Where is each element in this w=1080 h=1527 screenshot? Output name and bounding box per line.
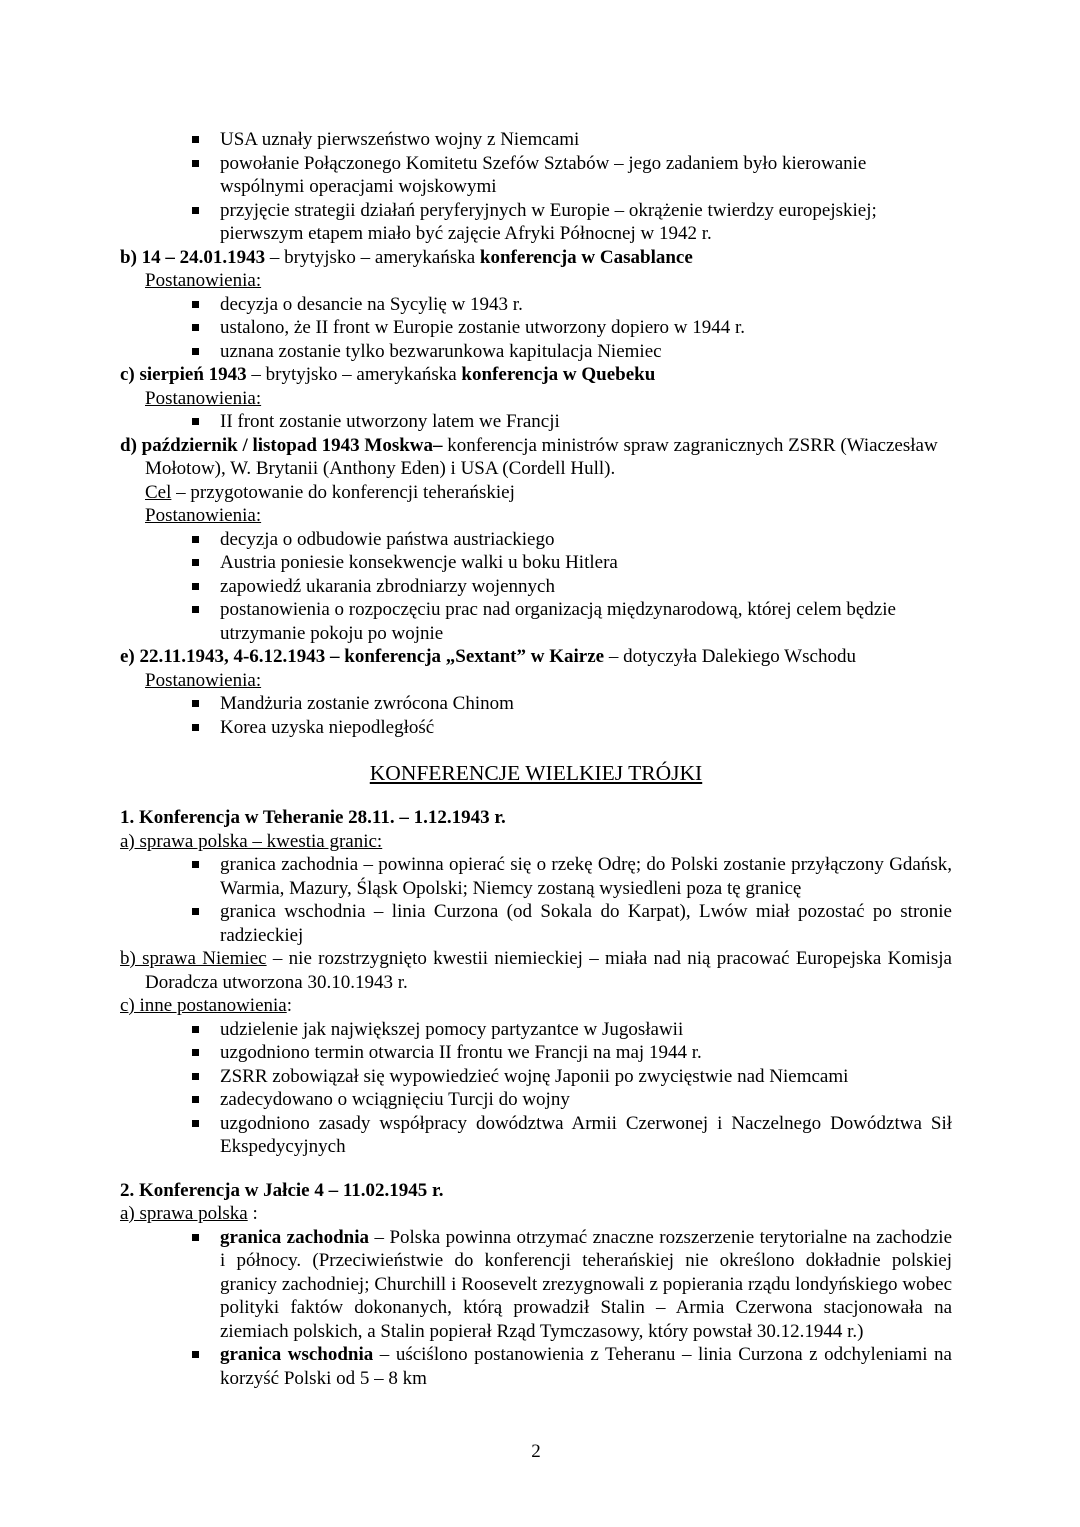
list-item-text: [220, 854, 952, 899]
text-run: – brytyjsko – amerykańska: [265, 246, 480, 268]
list-item-text: [220, 599, 896, 644]
text-run: zadecydowano o wciągnięciu Turcji do wojny: [220, 1089, 570, 1110]
square-bullet-icon: [192, 324, 199, 331]
underlined-text: Postanowienia:: [145, 669, 262, 691]
square-bullet-icon: [192, 724, 199, 731]
text-run: :: [247, 1203, 258, 1224]
text-run: – brytyjsko – amerykańska: [246, 364, 462, 385]
bold-text: 1. Konferencja w Teheranie 28.11. – 1.12.1943 r.: [120, 807, 506, 828]
list-item-text: [220, 1066, 848, 1087]
section-subheading: [120, 830, 952, 854]
list-item-text: [220, 1227, 952, 1342]
bold-text: b) 14 – 24.01.1943: [120, 246, 266, 268]
section-heading: [120, 760, 952, 787]
list-item-text: [220, 1113, 952, 1158]
bold-text: c) sierpień 1943: [120, 364, 247, 385]
square-bullet-icon: [192, 536, 199, 543]
text-run: uznana zostanie tylko bezwarunkowa kapitulacja Niemiec: [220, 340, 662, 362]
text-run: przyjęcie strategii działań peryferyjnych w Europie – okrążenie twierdzy europejskiej; pierwszym etapem miało być zajęcie Afryki Północnej w 1942 r.: [220, 199, 877, 244]
list-item: [120, 1343, 952, 1390]
text-run: – nie rozstrzygnięto kwestii niemieckiej – miała nad nią pracować Europejska Komisja Doradcza utworzona 30.10.1943 r.: [145, 948, 952, 993]
square-bullet-icon: [192, 861, 199, 868]
text-run: ustalono, że II front w Europie zostanie utworzony dopiero w 1944 r.: [220, 317, 746, 338]
square-bullet-icon: [192, 583, 199, 590]
square-bullet-icon: [192, 1096, 199, 1103]
list-item: [120, 716, 952, 740]
label-line: [145, 481, 952, 505]
label-line: [145, 269, 952, 293]
bullet-list: [120, 293, 952, 364]
text-run: II front zostanie utworzony latem we Francji: [220, 411, 560, 432]
square-bullet-icon: [192, 1049, 199, 1056]
section-item: [120, 434, 952, 481]
bullet-list: [120, 1226, 952, 1391]
section-item: [120, 645, 952, 669]
page-number: 2: [531, 1441, 541, 1462]
list-item: [120, 152, 952, 199]
square-bullet-icon: [192, 1073, 199, 1080]
list-item: [120, 528, 952, 552]
square-bullet-icon: [192, 301, 199, 308]
text-run: – uściślono postanowienia z Teheranu – linia Curzona z odchyleniami na korzyść Polski od 5 – 8 km: [220, 1344, 952, 1389]
list-item-text: [220, 153, 866, 198]
section-item: [120, 947, 952, 994]
label-line: [145, 504, 952, 528]
square-bullet-icon: [192, 1351, 199, 1358]
list-item: [120, 410, 952, 434]
list-item: [120, 1112, 952, 1159]
list-item-text: [220, 1019, 683, 1040]
document-body: [120, 128, 952, 1390]
square-bullet-icon: [192, 418, 199, 425]
text-run: powołanie Połączonego Komitetu Szefów Sztabów – jego zadaniem było kierowanie wspólnymi operacjami wojskowymi: [220, 152, 867, 197]
list-item-text: [220, 1344, 952, 1389]
square-bullet-icon: [192, 1120, 199, 1127]
text-run: – Polska powinna otrzymać znaczne rozszerzenie terytorialne na zachodzie i północy. (Przeciwieństwie do konferencji teherańskiej nie określono dokładnie polskiej granicy zachodniej; Churchill i Roosevelt zrezygnowali z popierania rządu londyńskiego wobec polityki faktów dokonanych, którą prowadził Stalin – Armia Czerwona stacjonowała na ziemiach polskich, a Stalin popierał Rząd Tymczasowy, który powstał 30.12.1944 r.): [220, 1226, 953, 1342]
bullet-list: [120, 1018, 952, 1159]
text-run: ZSRR zobowiązał się wypowiedzieć wojnę Japonii po zwycięstwie nad Niemcami: [220, 1065, 849, 1087]
square-bullet-icon: [192, 136, 199, 143]
list-item-text: [220, 717, 434, 738]
section-item: [120, 363, 952, 387]
text-run: uzgodniono termin otwarcia II frontu we Francji na maj 1944 r.: [220, 1042, 702, 1063]
text-run: – przygotowanie do konferencji teherańskiej: [171, 481, 515, 503]
underlined-text: KONFERENCJE WIELKIEJ TRÓJKI: [369, 761, 703, 785]
text-run: udzielenie jak największej pomocy partyzantce w Jugosławii: [220, 1018, 684, 1040]
bullet-list: [120, 853, 952, 947]
bold-text: granica wschodnia: [220, 1344, 374, 1365]
underlined-text: Postanowienia:: [145, 505, 262, 526]
list-item-text: [220, 200, 877, 245]
text-run: konferencja ministrów spraw zagranicznych ZSRR (Wiaczesław Mołotow), W. Brytanii (Anthony Eden) i USA (Cordell Hull).: [145, 434, 938, 479]
square-bullet-icon: [192, 348, 199, 355]
underlined-text: Postanowienia:: [145, 387, 262, 409]
bold-text: d) październik / listopad 1943 Moskwa–: [120, 434, 443, 456]
list-item: [120, 575, 952, 599]
list-item: [120, 199, 952, 246]
underlined-text: b) sprawa Niemiec: [120, 948, 267, 969]
text-run: zapowiedź ukarania zbrodniarzy wojennych: [220, 575, 555, 597]
list-item-text: [220, 693, 514, 714]
bold-text: konferencja w Quebeku: [461, 364, 656, 385]
text-run: :: [286, 995, 293, 1016]
square-bullet-icon: [192, 1234, 199, 1241]
list-item-text: [220, 317, 745, 338]
list-item: [120, 598, 952, 645]
underlined-text: a) sprawa polska – kwestia granic:: [120, 830, 383, 852]
bullet-list: [120, 528, 952, 646]
list-item: [120, 692, 952, 716]
list-item-text: [220, 901, 952, 946]
bullet-list: [120, 410, 952, 434]
text-run: USA uznały pierwszeństwo wojny z Niemcami: [220, 129, 580, 150]
underlined-text: Cel: [145, 481, 172, 503]
text-run: Austria poniesie konsekwencje walki u boku Hitlera: [220, 552, 618, 573]
list-item: [120, 1018, 952, 1042]
square-bullet-icon: [192, 207, 199, 214]
text-run: uzgodniono zasady współpracy dowództwa Armii Czerwonej i Naczelnego Dowództwa Sił Ekspedycyjnych: [220, 1112, 952, 1157]
list-item-text: [220, 294, 523, 315]
bold-text: granica zachodnia: [220, 1226, 370, 1248]
label-line: [145, 669, 952, 693]
section-subheading: [120, 1202, 952, 1226]
text-run: decyzja o desancie na Sycylię w 1943 r.: [220, 293, 523, 315]
list-item-text: [220, 1042, 702, 1063]
text-run: decyzja o odbudowie państwa austriackiego: [220, 528, 555, 550]
list-item-text: [220, 411, 560, 432]
square-bullet-icon: [192, 160, 199, 167]
square-bullet-icon: [192, 559, 199, 566]
square-bullet-icon: [192, 606, 199, 613]
text-run: granica wschodnia – linia Curzona (od Sokala do Karpat), Lwów miał pozostać po stronie radzieckiej: [220, 901, 952, 946]
text-run: Mandżuria zostanie zwrócona Chinom: [220, 693, 514, 714]
list-item-text: [220, 1089, 570, 1110]
bold-text: konferencja w Casablance: [479, 246, 693, 268]
list-item-text: [220, 129, 579, 150]
list-item: [120, 293, 952, 317]
conference-heading: [120, 806, 952, 830]
text-run: – dotyczyła Dalekiego Wschodu: [604, 646, 856, 667]
square-bullet-icon: [192, 908, 199, 915]
underlined-text: Postanowienia:: [145, 270, 262, 291]
list-item: [120, 340, 952, 364]
list-item: [120, 1226, 952, 1344]
label-line: [145, 387, 952, 411]
square-bullet-icon: [192, 700, 199, 707]
conference-heading: [120, 1179, 952, 1203]
list-item: [120, 900, 952, 947]
list-item: [120, 316, 952, 340]
text-run: postanowienia o rozpoczęciu prac nad organizacją międzynarodową, której celem będzie utrzymanie pokoju po wojnie: [220, 599, 896, 644]
list-item: [120, 1065, 952, 1089]
bullet-list: [120, 692, 952, 739]
bold-text: e) 22.11.1943, 4-6.12.1943 – konferencja „Sextant” w Kairze: [120, 646, 605, 667]
list-item: [120, 551, 952, 575]
list-item: [120, 1041, 952, 1065]
list-item-text: [220, 552, 618, 573]
bold-text: 2. Konferencja w Jałcie 4 – 11.02.1945 r.: [120, 1179, 444, 1201]
text-run: Korea uzyska niepodległość: [220, 716, 435, 738]
underlined-text: a) sprawa polska: [120, 1203, 248, 1224]
list-item: [120, 853, 952, 900]
bullet-list: [120, 128, 952, 246]
section-subheading: [120, 994, 952, 1018]
underlined-text: c) inne postanowienia: [120, 995, 287, 1016]
square-bullet-icon: [192, 1026, 199, 1033]
list-item: [120, 128, 952, 152]
section-item: [120, 246, 952, 270]
list-item-text: [220, 576, 555, 597]
text-run: granica zachodnia – powinna opierać się o rzekę Odrę; do Polski zostanie przyłączony Gdańsk, Warmia, Mazury, Śląsk Opolski; Niemcy zostaną wysiedleni poza tę granicę: [220, 854, 952, 899]
list-item-text: [220, 529, 555, 550]
list-item: [120, 1088, 952, 1112]
list-item-text: [220, 341, 662, 362]
